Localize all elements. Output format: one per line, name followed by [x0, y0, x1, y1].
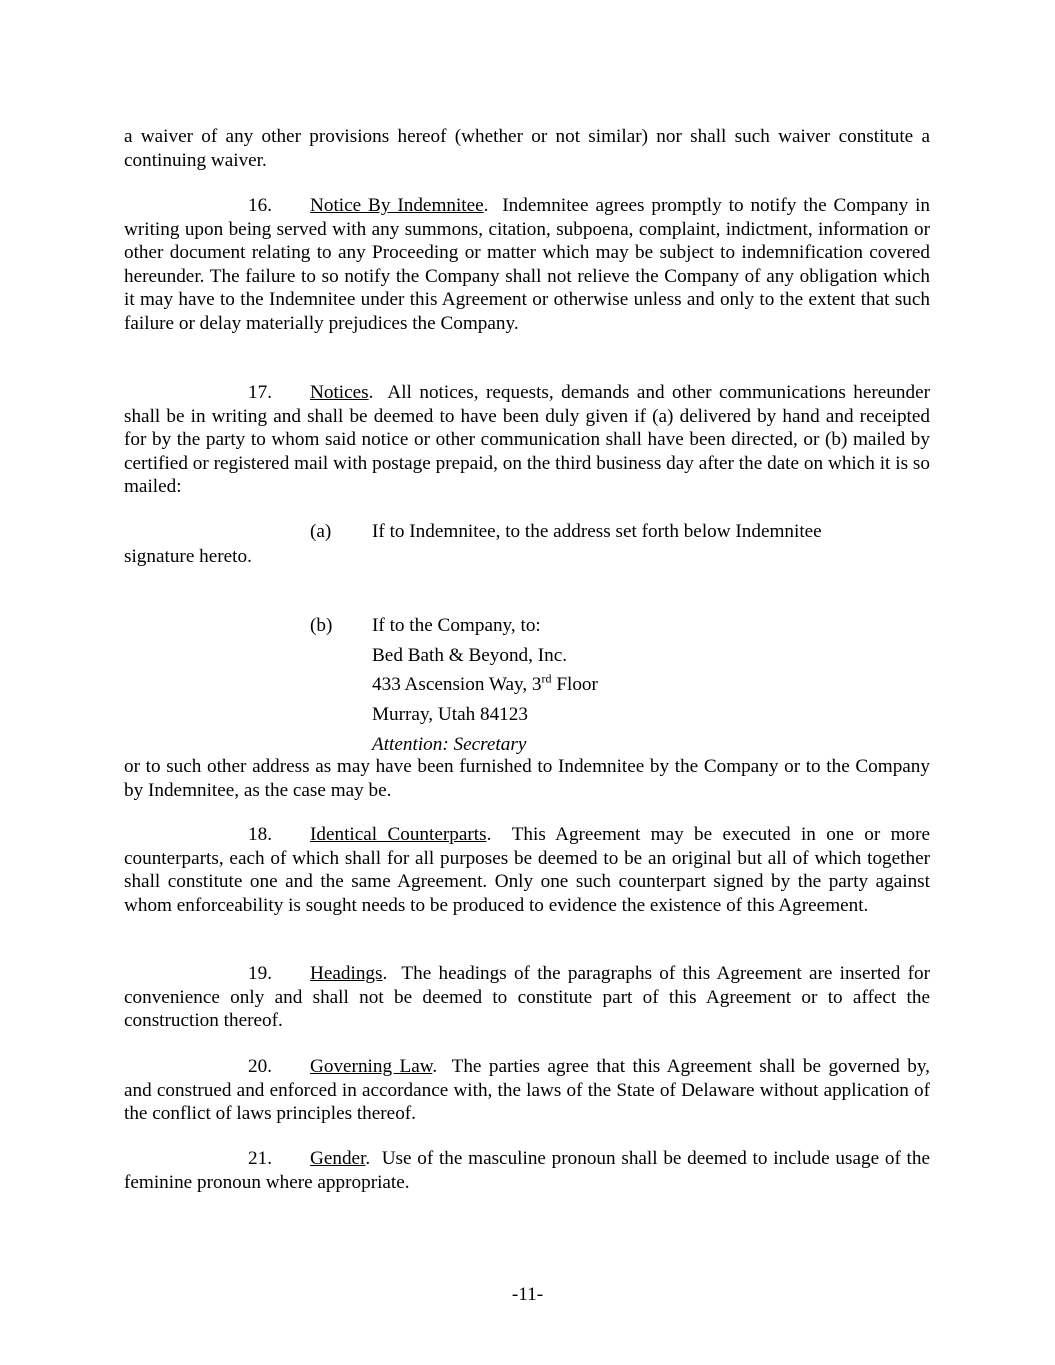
section-heading: Notice By Indemnitee — [310, 195, 484, 216]
section-19: 19. Headings. The headings of the paragraphs of this Agreement are inserted for convenience only and shall not be deemed to constitute part of this Agreement or to affect the construction thereof. — [124, 963, 930, 1032]
section-body: All notices, requests, demands and other communications hereunder shall be in writing and shall be deemed to have been duly given if (a) delivered by hand and receipted for by the party to whom said notice or other communication shall have been directed, or (b) mailed by certified or registered mail with postage prepaid, on the third business day after the date on which it is so mailed: — [124, 382, 930, 498]
section-number: 20. — [248, 1056, 272, 1077]
section-heading: Headings — [310, 963, 383, 984]
item-a-label: (a) — [310, 521, 332, 542]
continuation-paragraph: a waiver of any other provisions hereof (whether or not similar) nor shall such waiver constitute a continuing waiver. — [124, 126, 930, 171]
item-b-label: (b) — [310, 615, 333, 636]
item-a-trailing: signature hereto. — [124, 546, 252, 567]
company-street: 433 Ascension Way, 3rd Floor — [372, 671, 598, 695]
section-21: 21. Gender. Use of the masculine pronoun shall be deemed to include usage of the feminine pronoun where appropriate. — [124, 1148, 931, 1193]
section-20: 20. Governing Law. The parties agree that this Agreement shall be governed by, and construed and enforced in accordance with, the laws of the State of Delaware without application of the conflict of laws principles thereof. — [124, 1056, 930, 1125]
company-name: Bed Bath & Beyond, Inc. — [372, 645, 568, 666]
section-17: 17. Notices. All notices, requests, demands and other communications hereunder shall be in writing and shall be deemed to have been duly given if (a) delivered by hand and receipted for by the party to whom said notice or other communication shall have been directed, or (b) mailed by certified or registered mail with postage prepaid, on the third business day after the date on which it is so mailed: — [124, 382, 930, 498]
section-heading: Governing Law — [310, 1056, 433, 1077]
section-heading: Identical Counterparts — [310, 824, 487, 845]
section-heading: Gender — [310, 1148, 366, 1169]
section-body: The headings of the paragraphs of this Agreement are inserted for convenience only and shall not be deemed to constitute part of this Agreement or to affect the construction thereof. — [124, 963, 930, 1032]
after-notices-paragraph: or to such other address as may have been furnished to Indemnitee by the Company or to the Company by Indemnitee, as the case may be. — [124, 756, 930, 801]
company-attention: Attention: Secretary — [372, 734, 527, 755]
section-body: Indemnitee agrees promptly to notify the Company in writing upon being served with any summons, citation, subpoena, complaint, indictment, information or other document relating to any Proceeding or matter which may be subject to indemnification covered hereunder. The failure to so notify the Company shall not relieve the Company of any obligation which it may have to the Indemnitee under this Agreement or otherwise unless and only to the extent that such failure or delay materially prejudices the Company. — [124, 195, 930, 334]
section-number: 18. — [248, 824, 272, 845]
item-b-line1: If to the Company, to: — [372, 615, 541, 636]
section-number: 17. — [248, 382, 272, 403]
company-city: Murray, Utah 84123 — [372, 704, 528, 725]
section-heading: Notices — [310, 382, 369, 403]
section-number: 16. — [248, 195, 272, 216]
section-body: The parties agree that this Agreement shall be governed by, and construed and enforced in accordance with, the laws of the State of Delaware without application of the conflict of laws principles thereof. — [124, 1056, 930, 1125]
section-number: 21. — [248, 1148, 272, 1169]
section-number: 19. — [248, 963, 272, 984]
section-16: 16. Notice By Indemnitee. Indemnitee agrees promptly to notify the Company in writing upon being served with any summons, citation, subpoena, complaint, indictment, information or other document relating to any Proceeding or matter which may be subject to indemnification covered hereunder. The failure to so notify the Company shall not relieve the Company of any obligation which it may have to the Indemnitee under this Agreement or otherwise unless and only to the extent that such failure or delay materially prejudices the Company. — [124, 195, 930, 334]
item-a-text: If to Indemnitee, to the address set forth below Indemnitee — [372, 521, 822, 542]
page-number: -11- — [511, 1284, 544, 1305]
section-body: This Agreement may be executed in one or more counterparts, each of which shall for all purposes be deemed to be an original but all of which together shall constitute one and the same Agreement. Only one such counterpart signed by the party against whom enforceability is sought needs to be produced to evidence the existence of this Agreement. — [124, 824, 931, 916]
section-body: Use of the masculine pronoun shall be deemed to include usage of the feminine pronoun where appropriate. — [124, 1148, 931, 1193]
section-18: 18. Identical Counterparts. This Agreement may be executed in one or more counterparts, each of which shall for all purposes be deemed to be an original but all of which together shall constitute one and the same Agreement. Only one such counterpart signed by the party against whom enforceability is sought needs to be produced to evidence the existence of this Agreement. — [124, 824, 931, 916]
